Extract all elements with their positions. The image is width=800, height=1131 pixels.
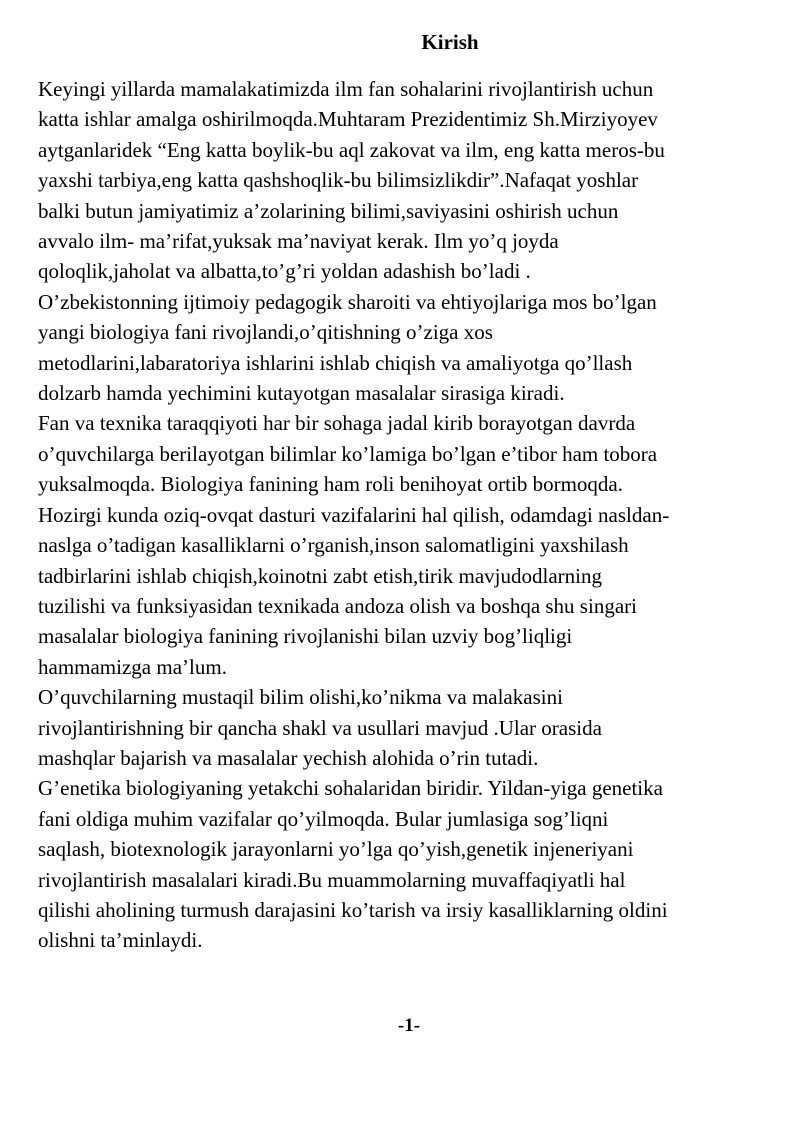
text-line: qilishi aholining turmush darajasini ko’tarish va irsiy kasalliklarning oldini xyxy=(38,897,668,922)
text-line: G’enetika biologiyaning yetakchi sohalaridan biridir. Yildan-yiga genetika xyxy=(38,776,663,801)
text-line: hammamizga ma’lum. xyxy=(38,654,227,679)
page-title: Kirish xyxy=(421,30,479,54)
page-number: -1- xyxy=(397,1015,421,1036)
text-line: tuzilishi va funksiyasidan texnikada andoza olish va boshqa shu singari xyxy=(38,593,637,618)
text-line: rivojlantirish masalalari kiradi.Bu muammolarning muvaffaqiyatli hal xyxy=(38,867,626,892)
text-line: saqlash, biotexnologik jarayonlarni yo’lga qo’yish,genetik injeneriyani xyxy=(38,837,634,862)
text-line: tadbirlarini ishlab chiqish,koinotni zabt etish,tirik mavjudodlarning xyxy=(38,563,602,588)
text-line: avvalo ilm- ma’rifat,yuksak ma’naviyat kerak. Ilm yo’q joyda xyxy=(38,229,559,254)
text-line: yuksalmoqda. Biologiya fanining ham roli benihoyat ortib bormoqda. xyxy=(38,472,623,497)
text-line: qoloqlik,jaholat va albatta,to’g’ri yoldan adashish bo’ladi . xyxy=(38,259,531,284)
body-text xyxy=(38,74,778,956)
text-line: masalalar biologiya fanining rivojlanishi bilan uzviy bog’liqligi xyxy=(38,624,573,649)
text-line: O’zbekistonning ijtimoiy pedagogik sharoiti va ehtiyojlariga mos bo’lgan xyxy=(38,289,657,314)
text-line: O’quvchilarning mustaqil bilim olishi,ko’nikma va malakasini xyxy=(38,685,563,710)
text-line: naslga o’tadigan kasalliklarni o’rganish,inson salomatligini yaxshilash xyxy=(38,533,629,558)
text-line: aytganlaridek “Eng katta boylik-bu aql zakovat va ilm, eng katta meros-bu xyxy=(38,137,665,162)
text-line: mashqlar bajarish va masalalar yechish alohida o’rin tutadi. xyxy=(38,745,539,770)
text-line: Fan va texnika taraqqiyoti har bir sohaga jadal kirib borayotgan davrda xyxy=(38,411,636,436)
text-line: Keyingi yillarda mamalakatimizda ilm fan sohalarini rivojlantirish uchun xyxy=(38,77,654,101)
text-line: olishni ta’minlaydi. xyxy=(38,928,203,953)
text-line: katta ishlar amalga oshirilmoqda.Muhtaram Prezidentimiz Sh.Mirziyoyev xyxy=(38,107,658,132)
text-line: fani oldiga muhim vazifalar qo’yilmoqda. Bular jumlasiga sog’liqni xyxy=(38,806,609,831)
text-line: balki butun jamiyatimiz a’zolarining bilimi,saviyasini oshirish uchun xyxy=(38,198,619,223)
text-line: yangi biologiya fani rivojlandi,o’qitishning o’ziga xos xyxy=(38,320,493,345)
text-line: o’quvchilarga berilayotgan bilimlar ko’lamiga bo’lgan e’tibor ham tobora xyxy=(38,441,658,466)
text-line: dolzarb hamda yechimini kutayotgan masalalar sirasiga kiradi. xyxy=(38,381,565,406)
text-line: metodlarini,labaratoriya ishlarini ishlab chiqish va amaliyotga qo’llash xyxy=(38,350,633,375)
text-line: Hozirgi kunda oziq-ovqat dasturi vazifalarini hal qilish, odamdagi nasldan- xyxy=(38,502,670,527)
text-line: yaxshi tarbiya,eng katta qashshoqlik-bu bilimsizlikdir”.Nafaqat yoshlar xyxy=(38,168,639,193)
text-line: rivojlantirishning bir qancha shakl va usullari mavjud .Ular orasida xyxy=(38,715,602,740)
